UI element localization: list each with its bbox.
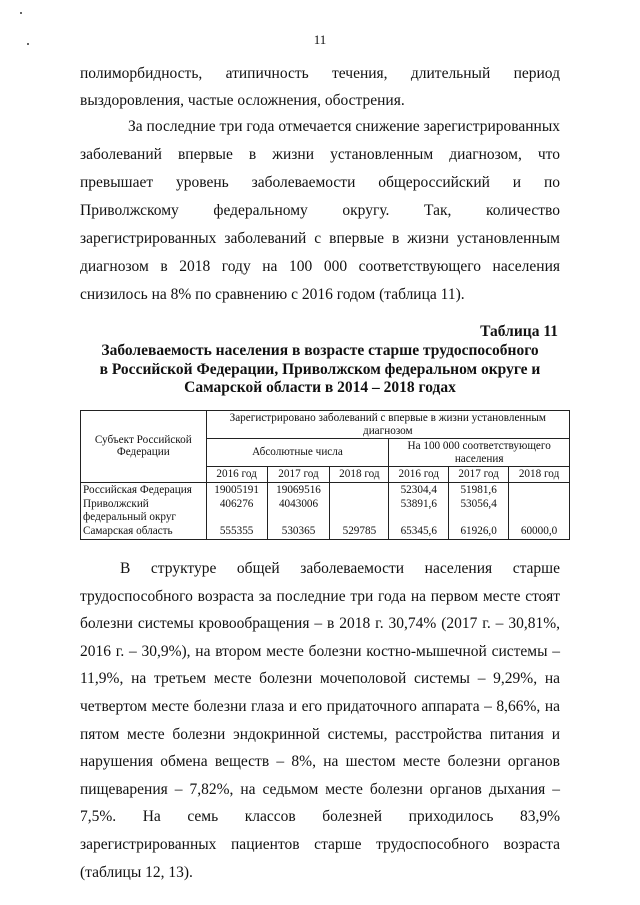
paragraph-2: За последние три года отмечается снижение зарегистрированных заболеваний впервые в жизни установленным диагнозом, что превышает уровень заболеваемости общероссийский и по Приволжскому федеральному округу. Так, количество зарегистрированных заболеваний с впервые в жизни установленным диагнозом в 2018 году на 100 000 соответствующего населения снизилось на 8% по сравнению с 2016 годом (таблица 11). — [80, 118, 560, 303]
per-100k-header: На 100 000 соответствующего населения — [389, 439, 570, 467]
paragraph-3: В структуре общей заболеваемости населения старше трудоспособного возраста за последние три года на первом месте стоят болезни системы кровообращения – в 2018 г. 30,74% (2017 г. – 30,81%, 2016 г. – 30,9%), на втором месте болезни костно-мышечной системы – 11,9%, на третьем месте болезни мочеполовой системы – 9,29%, на четвертом месте болезни глаза и его придаточного аппарата – 8,66%, на пятом месте болезни эндокринной системы, расстройства питания и нарушения обмена веществ – 8%, на шестом месте болезни органов пищеварения – 7,82%, на седьмом месте болезни органов дыхания – 7,5%. На семь классов болезней приходилось 83,9% зарегистрированных пациентов старше трудоспособного возраста (таблицы 12, 13). — [80, 560, 560, 881]
cell-abs-2016: 555355 — [206, 524, 267, 539]
cell-per-2018 — [509, 497, 570, 524]
year-header: 2017 год — [449, 467, 509, 483]
absolute-header: Абсолютные числа — [206, 439, 389, 467]
cell-per-2017: 51981,6 — [449, 482, 509, 497]
table-title-line: в Российской Федерации, Приволжском федеральном округе и — [99, 360, 541, 378]
cell-abs-2016: 406276 — [206, 497, 267, 524]
year-header: 2016 год — [206, 467, 267, 483]
year-header: 2016 год — [389, 467, 449, 483]
table-title — [80, 342, 560, 398]
year-header: 2017 год — [267, 467, 330, 483]
cell-abs-2018 — [330, 497, 389, 524]
cell-per-2016: 52304,4 — [389, 482, 449, 497]
cell-per-2018 — [509, 482, 570, 497]
page-number: 11 — [313, 32, 327, 47]
cell-abs-2016: 19005191 — [206, 482, 267, 497]
cell-per-2017: 53056,4 — [449, 497, 509, 524]
cell-abs-2017: 19069516 — [267, 482, 330, 497]
subject-header: Субъект Российской Федерации — [81, 411, 207, 483]
table-row — [81, 497, 570, 524]
cell-abs-2017: 4043006 — [267, 497, 330, 524]
row-subject: Самарская область — [81, 524, 207, 539]
cell-per-2016: 53891,6 — [389, 497, 449, 524]
table-row — [81, 524, 570, 539]
cell-per-2018: 60000,0 — [509, 524, 570, 539]
paragraph-1: полиморбидность, атипичность течения, длительный период выздоровления, частые осложнения, обострения. — [80, 65, 560, 109]
row-subject: Российская Федерация — [81, 482, 207, 497]
scan-speck — [20, 12, 22, 14]
table-row — [81, 482, 570, 497]
row-subject: Приволжский федеральный округ — [81, 497, 207, 524]
cell-abs-2017: 530365 — [267, 524, 330, 539]
morbidity-table — [80, 410, 570, 540]
table-title-line: Заболеваемость населения в возрасте старше трудоспособного — [101, 342, 539, 359]
cell-per-2017: 61926,0 — [449, 524, 509, 539]
cell-abs-2018: 529785 — [330, 524, 389, 539]
year-header: 2018 год — [330, 467, 389, 483]
cell-abs-2018 — [330, 482, 389, 497]
year-header: 2018 год — [509, 467, 570, 483]
table-label: Таблица 11 — [480, 323, 558, 340]
group-header: Зарегистрировано заболеваний с впервые в жизни установленным диагнозом — [206, 411, 569, 439]
table-title-line: Самарской области в 2014 – 2018 годах — [184, 379, 456, 396]
cell-per-2016: 65345,6 — [389, 524, 449, 539]
